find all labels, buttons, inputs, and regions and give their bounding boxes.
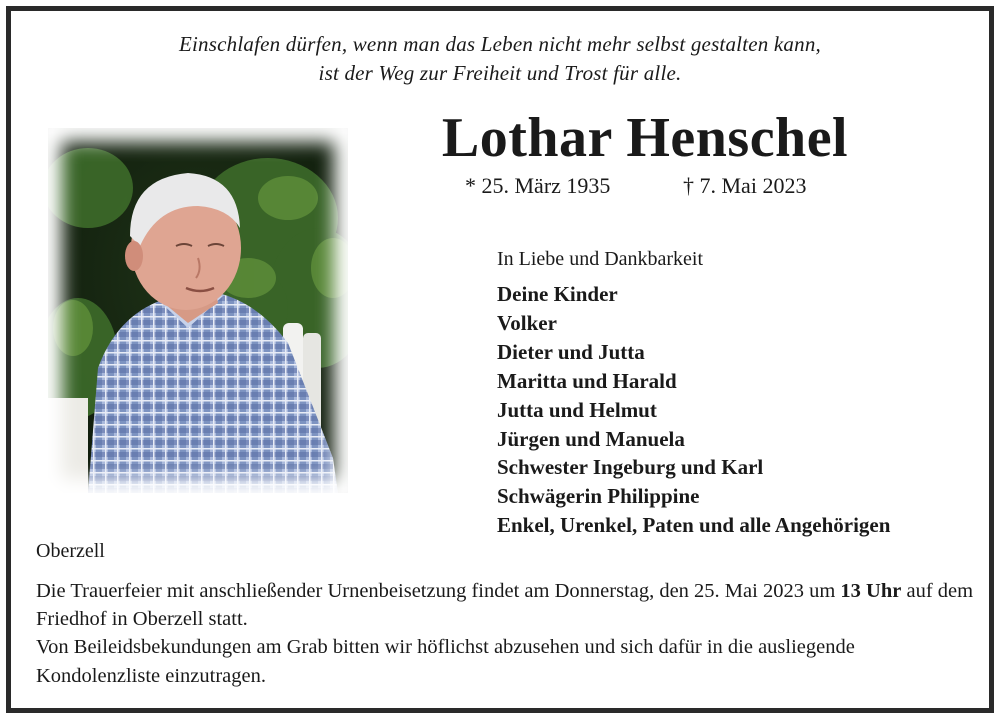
portrait-photo [48, 128, 348, 493]
condolence-note: Von Beileidsbekundungen am Grab bitten wir höflichst abzusehen und sich dafür in die ausliegende Kondolenzliste einzutragen. [36, 636, 855, 687]
place-name: Oberzell [36, 540, 105, 562]
mourners-intro: In Liebe und Dankbarkeit [497, 248, 704, 270]
mourner-line: Volker [497, 310, 557, 335]
deceased-name: Lothar Henschel [441, 107, 849, 169]
mourner-line: Schwester Ingeburg und Karl [497, 455, 764, 480]
ceremony-text-2: auf dem Friedhof in Oberzell statt. [36, 580, 974, 631]
mourner-line: Enkel, Urenkel, Paten und alle Angehörigen [497, 513, 891, 538]
mourner-line: Jutta und Helmut [497, 397, 657, 422]
ceremony-info [36, 577, 976, 690]
mourner-line: Dieter und Jutta [497, 339, 645, 364]
death-date: † 7. Mai 2023 [683, 173, 807, 198]
mourner-line: Schwägerin Philippine [497, 484, 700, 509]
mourner-line: Maritta und Harald [497, 368, 677, 393]
ceremony-time: 13 Uhr [840, 580, 902, 602]
motto-line-2: ist der Weg zur Freiheit und Trost für alle. [318, 61, 682, 85]
motto-quote [0, 30, 1000, 88]
mourners-list [497, 280, 890, 540]
mourner-line: Deine Kinder [497, 282, 618, 306]
birth-date: * 25. März 1935 [465, 173, 611, 198]
ceremony-text-1: Die Trauerfeier mit anschließender Urnenbeisetzung findet am Donnerstag, den 25. Mai 2023 um [36, 580, 841, 602]
mourner-line: Jürgen und Manuela [497, 426, 685, 451]
ceremony-details [36, 577, 976, 633]
motto-line-1: Einschlafen dürfen, wenn man das Leben nicht mehr selbst gestalten kann, [179, 32, 821, 56]
